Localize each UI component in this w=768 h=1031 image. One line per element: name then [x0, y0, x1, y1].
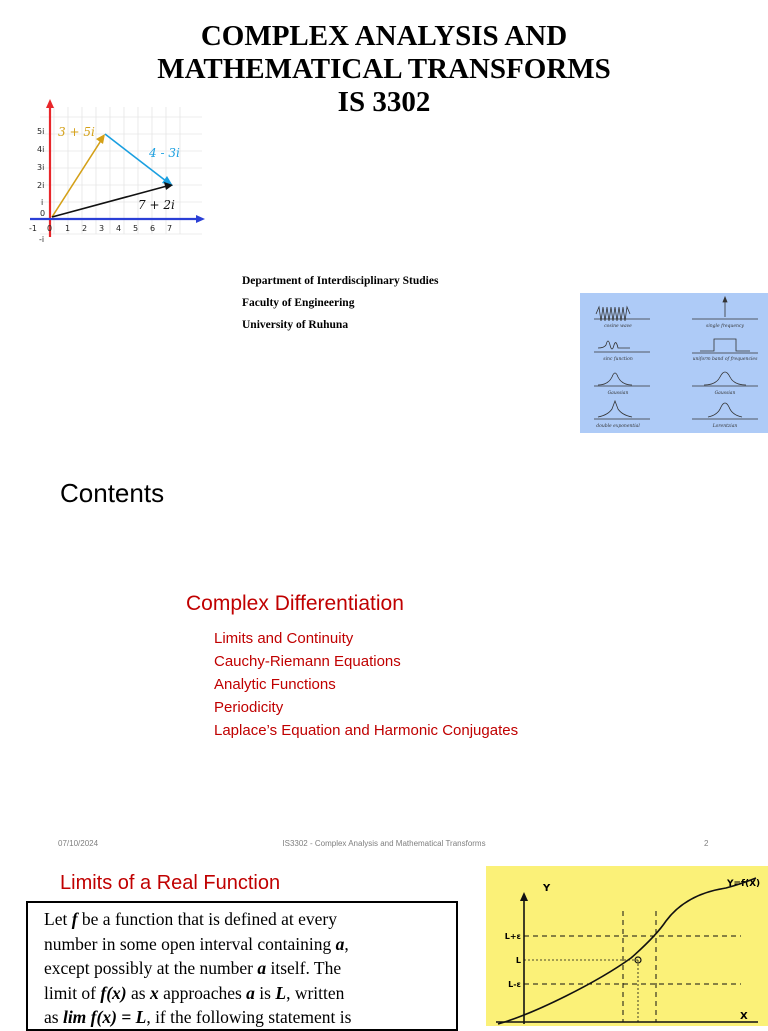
caption-sinc-function: sinc function — [603, 357, 633, 362]
x-tick-7: 7 — [167, 224, 173, 233]
definition-line-3: except possibly at the number a itself. The — [44, 958, 342, 978]
contents-item-cauchy-riemann: Cauchy-Riemann Equations — [214, 653, 401, 670]
x-tick-6: 6 — [150, 224, 156, 233]
limit-graph — [486, 866, 768, 1026]
limit-definition-box — [26, 901, 458, 1031]
definition-line-1: Let f be a function that is defined at every — [44, 909, 338, 929]
contents-item-periodicity: Periodicity — [214, 699, 284, 716]
university-name: University of Ruhuna — [242, 319, 349, 331]
y-tick-5i: 5i — [37, 127, 45, 136]
definition-line-2: number in some open interval containing a, — [44, 933, 349, 954]
footer-date: 07/10/2024 — [58, 839, 99, 848]
y-tick-4i: 4i — [37, 145, 45, 154]
title-line-3: IS 3302 — [337, 86, 431, 118]
level-limit: L — [515, 956, 521, 965]
caption-cosine-wave: cosine wave — [604, 324, 632, 329]
contents-item-laplace: Laplace’s Equation and Harmonic Conjugates — [214, 722, 519, 739]
caption-gaussian-left: Gaussian — [607, 391, 629, 396]
x-tick-0: 0 — [47, 224, 53, 233]
title-slide — [0, 0, 768, 460]
title-line-2: MATHEMATICAL TRANSFORMS — [157, 53, 611, 85]
y-tick-0: 0 — [40, 209, 46, 218]
caption-gaussian-right: Gaussian — [714, 391, 736, 396]
caption-uniform-band: uniform band of frequencies — [692, 357, 758, 362]
y-tick-i: i — [41, 198, 44, 207]
definition-line-4: limit of f(x) as x approaches a is L, written — [44, 982, 345, 1003]
y-tick-neg-i: -i — [39, 235, 45, 244]
faculty-name: Faculty of Engineering — [242, 297, 355, 309]
x-tick-3: 3 — [99, 224, 105, 233]
section-complex-differentiation: Complex Differentiation — [186, 592, 404, 615]
contents-item-limits: Limits and Continuity — [214, 630, 354, 647]
curve-label: Y=f(X) — [727, 879, 761, 889]
y-tick-2i: 2i — [37, 181, 45, 190]
caption-lorentzian: Lorentzian — [712, 424, 738, 429]
y-axis-label: Y — [543, 883, 551, 894]
affiliation-block — [242, 270, 438, 336]
level-upper: L+ε — [504, 932, 521, 941]
x-tick-neg1: -1 — [29, 224, 37, 233]
x-tick-2: 2 — [82, 224, 88, 233]
footer-page-number: 2 — [704, 839, 709, 848]
fourier-pairs-figure — [580, 293, 768, 433]
x-tick-5: 5 — [133, 224, 139, 233]
vector-label-7-2i: 7 + 2i — [138, 198, 175, 212]
contents-item-analytic-functions: Analytic Functions — [214, 676, 336, 693]
caption-single-frequency: single frequency — [706, 324, 744, 329]
vector-label-4-3i: 4 - 3i — [149, 146, 180, 160]
x-tick-1: 1 — [65, 224, 71, 233]
x-axis-label: X — [740, 1011, 748, 1022]
x-tick-4: 4 — [116, 224, 122, 233]
argand-diagram — [22, 97, 210, 244]
definition-line-5: as lim f(x) = L, if the following statement is — [44, 1007, 352, 1027]
y-tick-3i: 3i — [37, 163, 45, 172]
footer-course: IS3302 - Complex Analysis and Mathematical Transforms — [282, 839, 486, 848]
vector-label-3-5i: 3 + 5i — [58, 125, 95, 139]
caption-double-exponential: double exponential — [596, 424, 640, 429]
limits-heading: Limits of a Real Function — [60, 872, 281, 894]
department-name: Department of Interdisciplinary Studies — [242, 275, 439, 287]
contents-list — [214, 627, 518, 742]
level-lower: L-ε — [508, 980, 521, 989]
title-line-1: COMPLEX ANALYSIS AND — [200, 20, 568, 52]
contents-heading: Contents — [60, 478, 165, 508]
